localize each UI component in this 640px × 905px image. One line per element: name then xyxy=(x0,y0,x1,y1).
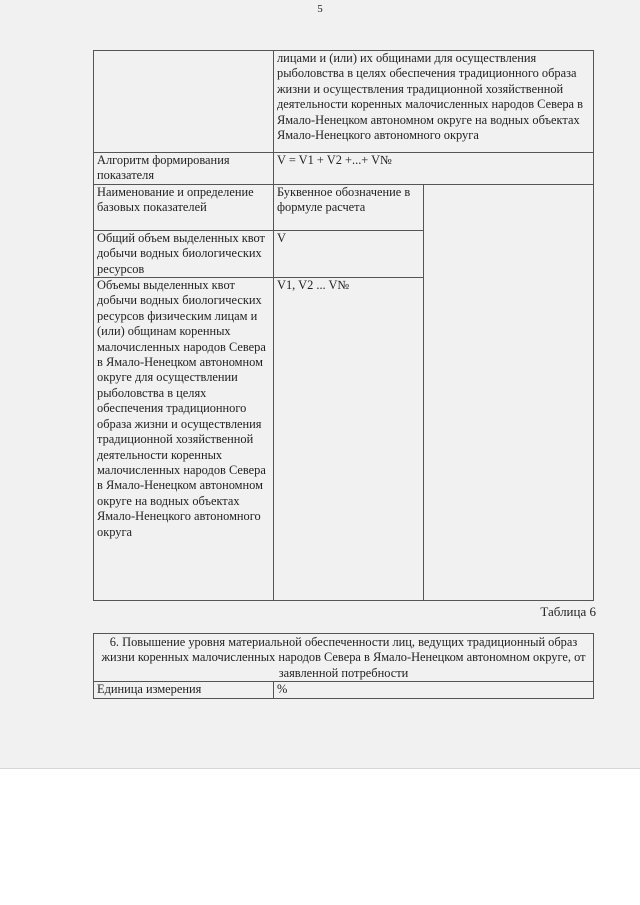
table-6 xyxy=(93,633,594,699)
base-indicator-symbol: V xyxy=(274,230,424,277)
empty-cell xyxy=(94,51,274,153)
unit-label: Единица измерения xyxy=(94,682,274,698)
base-indicator-name: Общий объем выделенных квот добычи водных биологических ресурсов xyxy=(94,230,274,277)
table-caption: Таблица 6 xyxy=(540,604,596,619)
letter-designation-header: Буквенное обозначение в формуле расчета xyxy=(274,184,424,230)
table-row xyxy=(94,184,594,230)
table-row xyxy=(94,682,594,698)
base-indicator-symbol: V1, V2 ... V№ xyxy=(274,278,424,601)
algorithm-formula: V = V1 + V2 +...+ V№ xyxy=(274,153,594,185)
unit-value: % xyxy=(274,682,594,698)
empty-cell xyxy=(424,184,594,600)
algorithm-label: Алгоритм формирования показателя xyxy=(94,153,274,185)
base-indicator-name: Объемы выделенных квот добычи водных биологических ресурсов физическим лицам и (или) общинам коренных малочисленных народов Севера в Ямало-Ненецком автономном округе для осуществлении рыболовства в целях обеспечения традиционного образа жизни и осуществления традиционной хозяйственной деятельности коренных малочисленных народов Севера в Ямало-Ненецком автономном округе на водных объектах Ямало-Ненецкого автономного округа xyxy=(94,278,274,601)
table-row xyxy=(94,51,594,153)
indicator-table xyxy=(93,50,594,601)
page-number: 5 xyxy=(317,3,323,15)
continuation-text-cell: лицами и (или) их общинами для осуществления рыболовства в целях обеспечения традиционного образа жизни и осуществления традиционной хозяйственной деятельности коренных малочисленных народов Севера в Ямало-Ненецком автономном округе на водных объектах Ямало-Ненецкого автономного округа xyxy=(274,51,594,153)
table-row xyxy=(94,153,594,185)
table-6-title: 6. Повышение уровня материальной обеспеченности лиц, ведущих традиционный образ жизни коренных малочисленных народов Севера в Ямало-Ненецком автономном округе, от заявленной потребности xyxy=(94,634,594,682)
base-indicators-header: Наименование и определение базовых показателей xyxy=(94,184,274,230)
table-row xyxy=(94,634,594,682)
